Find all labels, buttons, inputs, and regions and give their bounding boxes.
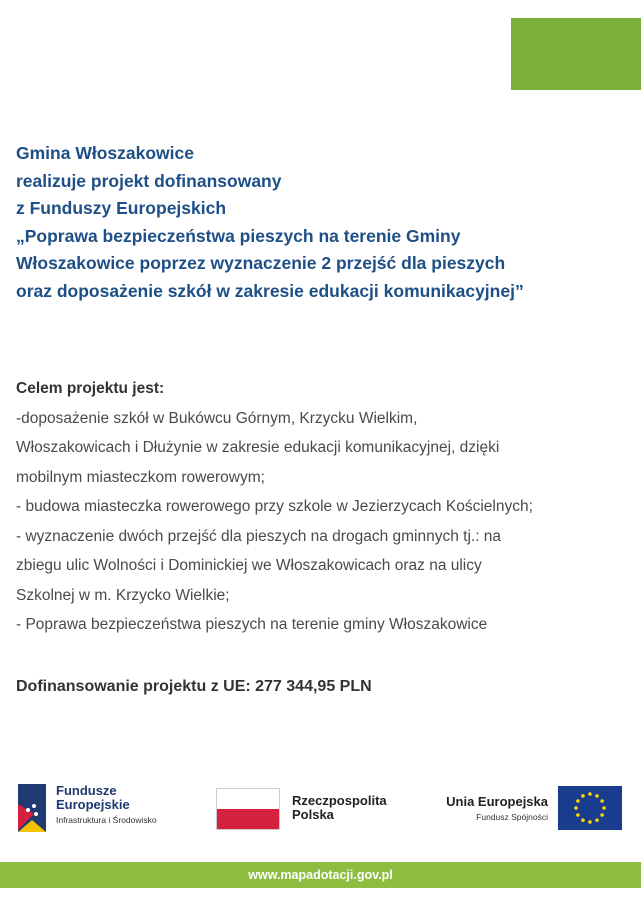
- eu-flag-icon: [558, 786, 622, 830]
- eu-star: [595, 794, 599, 798]
- funding-amount: Dofinansowanie projektu z UE: 277 344,95 PLN: [16, 678, 372, 695]
- headline-line: realizuje projekt dofinansowany: [16, 170, 282, 191]
- rp-logo-line1: Rzeczpospolita: [292, 793, 387, 808]
- headline-line: „Poprawa bezpieczeństwa pieszych na terenie Gminy: [16, 225, 461, 246]
- goals-line: - wyznaczenie dwóch przejść dla pieszych na drogach gminnych tj.: na: [16, 527, 502, 545]
- fe-logo-line1: Fundusze: [56, 783, 117, 798]
- project-headline: [16, 140, 626, 305]
- eu-star: [576, 799, 580, 803]
- ue-logo-line1: Unia Europejska: [446, 794, 548, 809]
- headline-line: oraz doposażenie szkół w zakresie edukacji komunikacyjnej”: [16, 280, 524, 301]
- eu-star: [600, 799, 604, 803]
- goals-line: mobilnym miasteczkom rowerowym;: [16, 468, 265, 486]
- headline-line: z Funduszy Europejskich: [16, 198, 227, 218]
- footer-url: www.mapadotacji.gov.pl: [0, 862, 641, 888]
- fe-logo-text: [56, 784, 157, 825]
- goals-line: - budowa miasteczka rowerowego przy szkole w Jezierzycach Kościelnych;: [16, 498, 533, 515]
- eu-star: [581, 818, 585, 822]
- goals-line: zbiegu ulic Wolności i Dominickiej we Włoszakowicach oraz na ulicy: [16, 557, 482, 574]
- goals-line: - Poprawa bezpieczeństwa pieszych na terenie gminy Włoszakowice: [16, 616, 488, 633]
- goals-line: Szkolnej w m. Krzycko Wielkie;: [16, 586, 230, 604]
- eu-star: [574, 806, 578, 810]
- eu-star: [588, 792, 592, 796]
- fundusze-europejskie-icon: [14, 782, 50, 834]
- green-corner-decoration: [511, 18, 641, 90]
- fe-logo-line3: Infrastruktura i Środowisko: [56, 815, 157, 825]
- eu-star: [588, 820, 592, 824]
- headline-line: Włoszakowice poprzez wyznaczenie 2 przejść dla pieszych: [16, 253, 506, 273]
- eu-star: [602, 806, 606, 810]
- ue-logo-text: [436, 794, 548, 822]
- goals-line: Włoszakowicach i Dłużynie w zakresie edukacji komunikacyjnej, dzięki: [16, 439, 500, 456]
- eu-star: [576, 813, 580, 817]
- polish-flag-icon: [216, 788, 280, 830]
- goals-line: -doposażenie szkół w Bukówcu Górnym, Krzycku Wielkim,: [16, 409, 418, 427]
- rp-logo-text: [292, 794, 387, 822]
- goals-title: Celem projektu jest:: [16, 380, 165, 397]
- fe-logo-line2: Europejskie: [56, 797, 130, 812]
- headline-line: Gmina Włoszakowice: [16, 143, 194, 163]
- ue-logo-line2: Fundusz Spójności: [476, 812, 548, 822]
- rp-logo-line2: Polska: [292, 807, 334, 822]
- logo-bar: [0, 770, 641, 850]
- project-goals: [16, 374, 628, 640]
- eu-star: [581, 794, 585, 798]
- eu-star: [600, 813, 604, 817]
- eu-star: [595, 818, 599, 822]
